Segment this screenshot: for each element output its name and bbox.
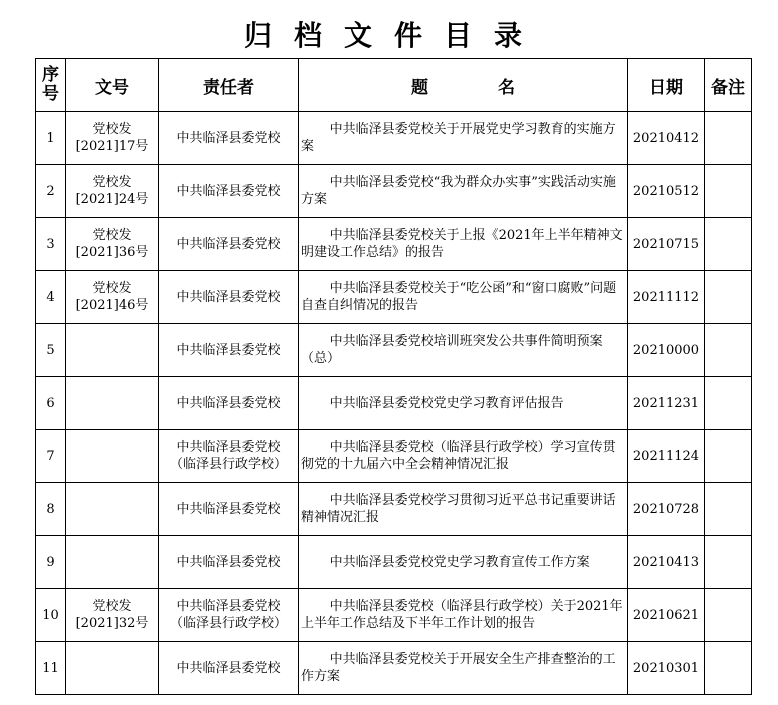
table-row <box>36 483 752 536</box>
row-title <box>299 271 628 324</box>
row-date <box>628 536 705 589</box>
row-date <box>628 642 705 695</box>
responsible-line1: 中共临泽县委党校 <box>176 440 281 455</box>
row-doc-no <box>66 377 159 430</box>
row-no-text: 11 <box>42 660 59 676</box>
row-remarks <box>705 430 752 483</box>
table-row <box>36 642 752 695</box>
title-text: 中共临泽县委党校“我为群众办实事”实践活动实施方案 <box>301 175 616 207</box>
row-no-text: 4 <box>46 289 55 305</box>
responsible-line1: 中共临泽县委党校 <box>176 236 281 252</box>
row-doc-no <box>66 642 159 695</box>
row-doc-no <box>66 589 159 642</box>
row-remarks <box>705 324 752 377</box>
title-text: 中共临泽县委党校关于开展安全生产排查整治的工作方案 <box>301 652 616 684</box>
row-no-text: 7 <box>46 448 55 464</box>
table-row <box>36 271 752 324</box>
date-text: 20210715 <box>632 236 700 252</box>
row-title <box>299 589 628 642</box>
row-remarks <box>705 165 752 218</box>
table-row <box>36 218 752 271</box>
row-remarks <box>705 218 752 271</box>
row-title <box>299 536 628 589</box>
title-text: 中共临泽县委党校党史学习教育评估报告 <box>329 395 564 411</box>
header-title-b: 名 <box>498 77 515 98</box>
row-responsible <box>159 165 299 218</box>
doc-no-line2: [2021]46号 <box>75 298 149 313</box>
doc-no-line2: [2021]32号 <box>75 616 149 631</box>
header-date: 日期 <box>628 59 705 112</box>
date-text: 20210413 <box>632 554 700 570</box>
row-doc-no <box>66 324 159 377</box>
row-remarks <box>705 642 752 695</box>
row-date <box>628 112 705 165</box>
row-title <box>299 642 628 695</box>
row-no-text: 6 <box>46 395 55 411</box>
row-title <box>299 430 628 483</box>
row-remarks <box>705 589 752 642</box>
row-responsible <box>159 589 299 642</box>
doc-no-line1: 党校发 <box>92 175 132 190</box>
row-date <box>628 218 705 271</box>
row-title <box>299 165 628 218</box>
row-remarks <box>705 377 752 430</box>
doc-no-line1: 党校发 <box>92 599 132 614</box>
table-row <box>36 377 752 430</box>
table-row <box>36 324 752 377</box>
row-date <box>628 165 705 218</box>
row-no-text: 9 <box>46 554 55 570</box>
row-responsible <box>159 483 299 536</box>
date-text: 20210728 <box>632 501 700 517</box>
responsible-line1: 中共临泽县委党校 <box>176 183 281 199</box>
row-no <box>36 642 66 695</box>
responsible-line1: 中共临泽县委党校 <box>176 130 281 146</box>
row-doc-no <box>66 536 159 589</box>
row-no-text: 8 <box>46 501 55 517</box>
title-text: 中共临泽县委党校学习贯彻习近平总书记重要讲话精神情况汇报 <box>301 493 616 525</box>
row-no <box>36 324 66 377</box>
date-text: 20211124 <box>632 448 700 464</box>
row-responsible <box>159 271 299 324</box>
responsible-line2: （临泽县行政学校） <box>169 457 287 472</box>
table-row <box>36 589 752 642</box>
responsible-line1: 中共临泽县委党校 <box>176 501 281 517</box>
title-text: 中共临泽县委党校关于开展党史学习教育的实施方案 <box>301 122 616 154</box>
row-responsible <box>159 536 299 589</box>
doc-no-line1: 党校发 <box>92 281 132 296</box>
row-responsible <box>159 218 299 271</box>
row-responsible <box>159 324 299 377</box>
title-text: 中共临泽县委党校（临泽县行政学校）学习宣传贯彻党的十九届六中全会精神情况汇报 <box>301 440 616 472</box>
row-title <box>299 483 628 536</box>
responsible-line1: 中共临泽县委党校 <box>176 342 281 358</box>
row-no <box>36 536 66 589</box>
row-doc-no <box>66 271 159 324</box>
title-text: 中共临泽县委党校关于“吃公函”和“窗口腐败”问题自查自纠情况的报告 <box>301 281 617 313</box>
doc-no-line2: [2021]17号 <box>75 139 149 154</box>
header-title-a: 题 <box>411 77 428 98</box>
row-responsible <box>159 112 299 165</box>
table-row <box>36 165 752 218</box>
title-text: 中共临泽县委党校（临泽县行政学校）关于2021年上半年工作总结及下半年工作计划的报告 <box>301 599 623 631</box>
table-row <box>36 536 752 589</box>
row-doc-no <box>66 218 159 271</box>
responsible-line1: 中共临泽县委党校 <box>176 554 281 570</box>
row-no <box>36 430 66 483</box>
table-row <box>36 430 752 483</box>
row-no-text: 5 <box>46 342 55 358</box>
header-responsible: 责任者 <box>159 59 299 112</box>
row-no-text: 2 <box>46 183 55 199</box>
row-remarks <box>705 483 752 536</box>
row-remarks <box>705 536 752 589</box>
responsible-line2: （临泽县行政学校） <box>169 616 287 631</box>
date-text: 20210412 <box>632 130 700 146</box>
row-title <box>299 112 628 165</box>
row-date <box>628 324 705 377</box>
row-doc-no <box>66 430 159 483</box>
doc-no-line1: 党校发 <box>92 228 132 243</box>
responsible-line1: 中共临泽县委党校 <box>176 289 281 305</box>
responsible-line1: 中共临泽县委党校 <box>176 395 281 411</box>
date-text: 20211231 <box>632 395 700 411</box>
row-no-text: 1 <box>46 130 55 146</box>
date-text: 20211112 <box>632 289 700 305</box>
row-no-text: 3 <box>46 236 55 252</box>
date-text: 20210000 <box>632 342 700 358</box>
row-no <box>36 271 66 324</box>
row-responsible <box>159 642 299 695</box>
row-no <box>36 112 66 165</box>
row-no <box>36 377 66 430</box>
header-row <box>36 59 752 112</box>
title-text: 中共临泽县委党校党史学习教育宣传工作方案 <box>329 554 590 570</box>
row-responsible <box>159 377 299 430</box>
row-doc-no <box>66 165 159 218</box>
row-doc-no <box>66 483 159 536</box>
header-remarks: 备注 <box>705 59 752 112</box>
date-text: 20210621 <box>632 607 700 623</box>
row-date <box>628 589 705 642</box>
row-no <box>36 165 66 218</box>
row-date <box>628 430 705 483</box>
doc-no-line2: [2021]36号 <box>75 245 149 260</box>
row-doc-no <box>66 112 159 165</box>
title-text: 中共临泽县委党校关于上报《2021年上半年精神文明建设工作总结》的报告 <box>301 228 623 260</box>
row-remarks <box>705 271 752 324</box>
row-responsible <box>159 430 299 483</box>
row-title <box>299 218 628 271</box>
row-title <box>299 377 628 430</box>
header-no: 序号 <box>36 59 66 112</box>
row-no <box>36 483 66 536</box>
archive-table <box>35 58 752 695</box>
row-title <box>299 324 628 377</box>
page-title: 归档文件目录 <box>243 19 544 52</box>
header-doc-no: 文号 <box>66 59 159 112</box>
row-date <box>628 483 705 536</box>
row-no <box>36 218 66 271</box>
table-row <box>36 112 752 165</box>
row-no <box>36 589 66 642</box>
responsible-line1: 中共临泽县委党校 <box>176 599 281 614</box>
row-date <box>628 271 705 324</box>
date-text: 20210301 <box>632 660 700 676</box>
title-text: 中共临泽县委党校培训班突发公共事件简明预案（总） <box>301 334 603 366</box>
doc-no-line1: 党校发 <box>92 122 132 137</box>
row-remarks <box>705 112 752 165</box>
doc-no-line2: [2021]24号 <box>75 192 149 207</box>
date-text: 20210512 <box>632 183 700 199</box>
responsible-line1: 中共临泽县委党校 <box>176 660 281 676</box>
row-date <box>628 377 705 430</box>
header-title <box>299 59 628 112</box>
row-no-text: 10 <box>42 607 59 623</box>
